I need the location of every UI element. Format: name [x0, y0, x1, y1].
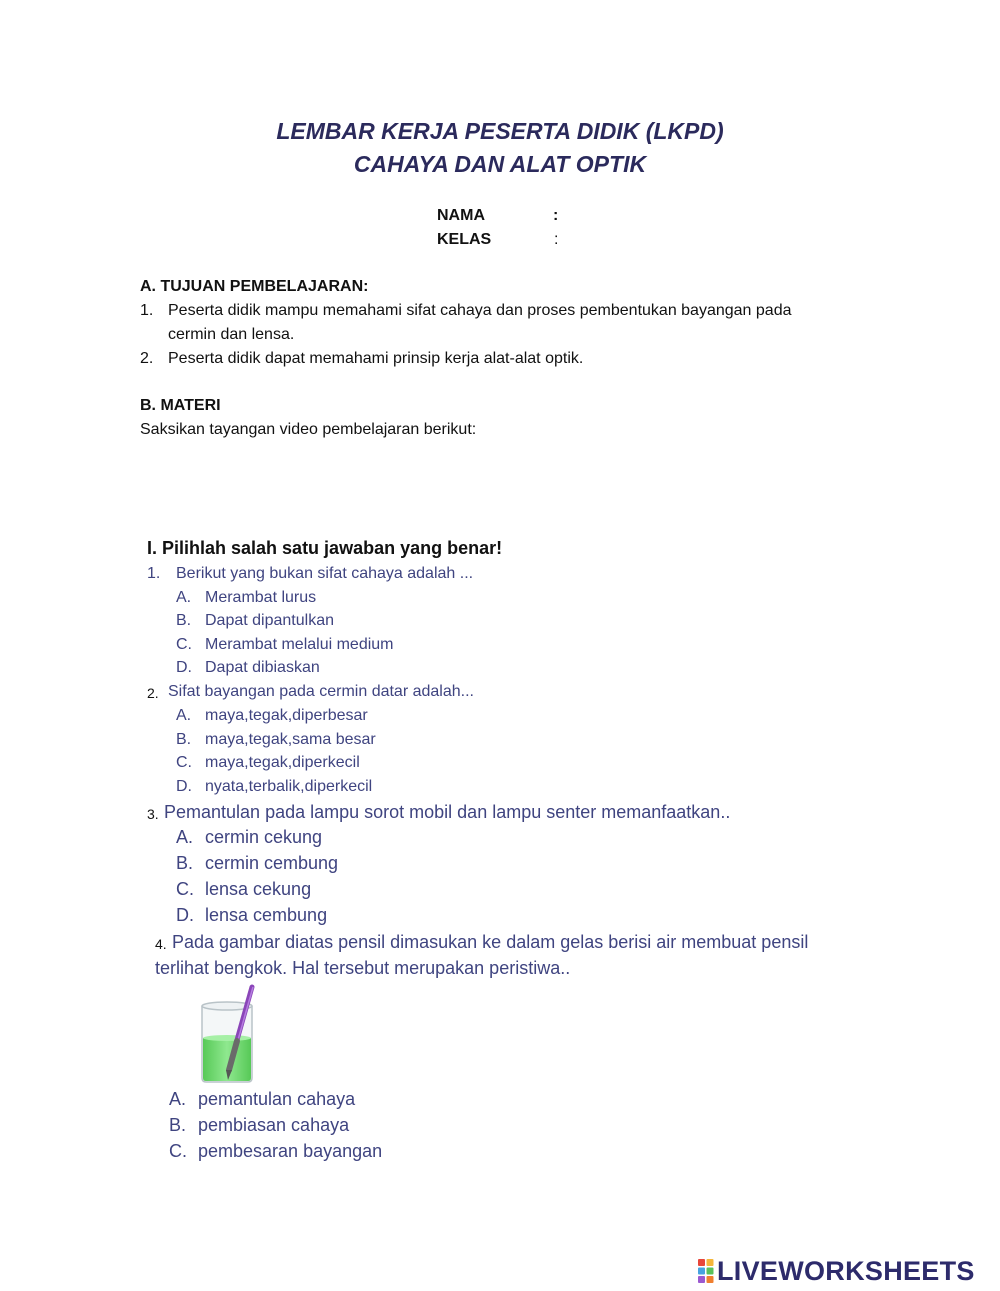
option-c[interactable] [169, 1141, 187, 1162]
glass-pencil-image [196, 984, 260, 1086]
option-letter: B. [176, 853, 194, 873]
quiz-heading: I. Pilihlah salah satu jawaban yang benar! [147, 538, 503, 558]
question-text: Pemantulan pada lampu sorot mobil dan lampu senter memanfaatkan.. [164, 802, 731, 822]
option-letter: D. [176, 778, 192, 795]
option-b[interactable] [176, 731, 191, 749]
question-number: 4. [155, 936, 167, 952]
glass-pencil-drawing [196, 984, 260, 1086]
question-text: Sifat bayangan pada cermin datar adalah... [168, 683, 474, 700]
objective-text-cont: cermin dan lensa. [168, 326, 295, 343]
section-b-text: Saksikan tayangan video pembelajaran berikut: [140, 421, 477, 438]
option-letter: B. [169, 1115, 187, 1135]
page-subtitle: CAHAYA DAN ALAT OPTIK [353, 151, 647, 177]
option-d[interactable] [176, 659, 192, 677]
option-d[interactable] [176, 905, 194, 926]
question-number: 3. [147, 806, 159, 822]
option-letter: C. [176, 879, 194, 899]
option-a[interactable] [176, 827, 193, 848]
option-text[interactable]: pemantulan cahaya [198, 1089, 356, 1109]
liveworksheets-logo[interactable] [697, 1255, 975, 1287]
objective-text: Peserta didik mampu memahami sifat cahaya dan proses pembentukan bayangan pada [168, 302, 792, 319]
page-title: LEMBAR KERJA PESERTA DIDIK (LKPD) [276, 118, 724, 144]
option-letter: A. [176, 589, 192, 606]
option-letter: B. [176, 731, 192, 748]
name-colon: : [553, 207, 559, 224]
option-text[interactable]: Merambat lurus [205, 589, 317, 606]
question-number: 1. [147, 565, 161, 582]
option-b[interactable] [176, 612, 191, 630]
section-b-heading: B. MATERI [140, 397, 221, 414]
question-number: 2. [147, 685, 159, 701]
objective-number: 2. [140, 350, 154, 367]
class-label: KELAS [437, 231, 492, 248]
question-text: Berikut yang bukan sifat cahaya adalah ... [176, 565, 474, 582]
option-text[interactable]: maya,tegak,diperbesar [205, 707, 368, 724]
option-letter: B. [176, 612, 192, 629]
option-text[interactable]: pembiasan cahaya [198, 1115, 350, 1135]
option-text[interactable]: maya,tegak,diperkecil [205, 754, 360, 771]
option-letter: A. [176, 707, 192, 724]
option-b[interactable] [176, 853, 193, 874]
option-text[interactable]: cermin cekung [205, 827, 323, 847]
option-b[interactable] [169, 1115, 186, 1136]
option-text[interactable]: Dapat dipantulkan [205, 612, 334, 629]
question-text: Pada gambar diatas pensil dimasukan ke dalam gelas berisi air membuat pensil [172, 932, 809, 952]
option-c[interactable] [176, 636, 192, 654]
option-a[interactable] [176, 707, 191, 725]
option-c[interactable] [176, 879, 194, 900]
option-text[interactable]: maya,tegak,sama besar [205, 731, 376, 748]
option-text[interactable]: Merambat melalui medium [205, 636, 394, 653]
objective-number: 1. [140, 302, 154, 319]
option-a[interactable] [176, 589, 191, 607]
option-letter: D. [176, 659, 192, 676]
liveworksheets-logo-text: LIVEWORKSHEETS [717, 1255, 975, 1286]
option-a[interactable] [169, 1089, 186, 1110]
option-letter: C. [169, 1141, 187, 1161]
option-text[interactable]: lensa cekung [205, 879, 312, 899]
option-letter: D. [176, 905, 194, 925]
section-a-heading: A. TUJUAN PEMBELAJARAN: [140, 278, 369, 295]
option-text[interactable]: Dapat dibiaskan [205, 659, 320, 676]
option-letter: A. [169, 1089, 187, 1109]
question-text-cont: terlihat bengkok. Hal tersebut merupakan peristiwa.. [155, 958, 571, 978]
option-text[interactable]: nyata,terbalik,diperkecil [205, 778, 373, 795]
class-colon: : [554, 231, 559, 248]
option-letter: C. [176, 754, 192, 771]
option-letter: C. [176, 636, 192, 653]
option-d[interactable] [176, 778, 192, 796]
option-text[interactable]: pembesaran bayangan [198, 1141, 383, 1161]
option-c[interactable] [176, 754, 192, 772]
name-label: NAMA [437, 207, 485, 224]
option-text[interactable]: lensa cembung [205, 905, 328, 925]
objective-text: Peserta didik dapat memahami prinsip kerja alat-alat optik. [168, 350, 584, 367]
option-text[interactable]: cermin cembung [205, 853, 339, 873]
option-letter: A. [176, 827, 194, 847]
